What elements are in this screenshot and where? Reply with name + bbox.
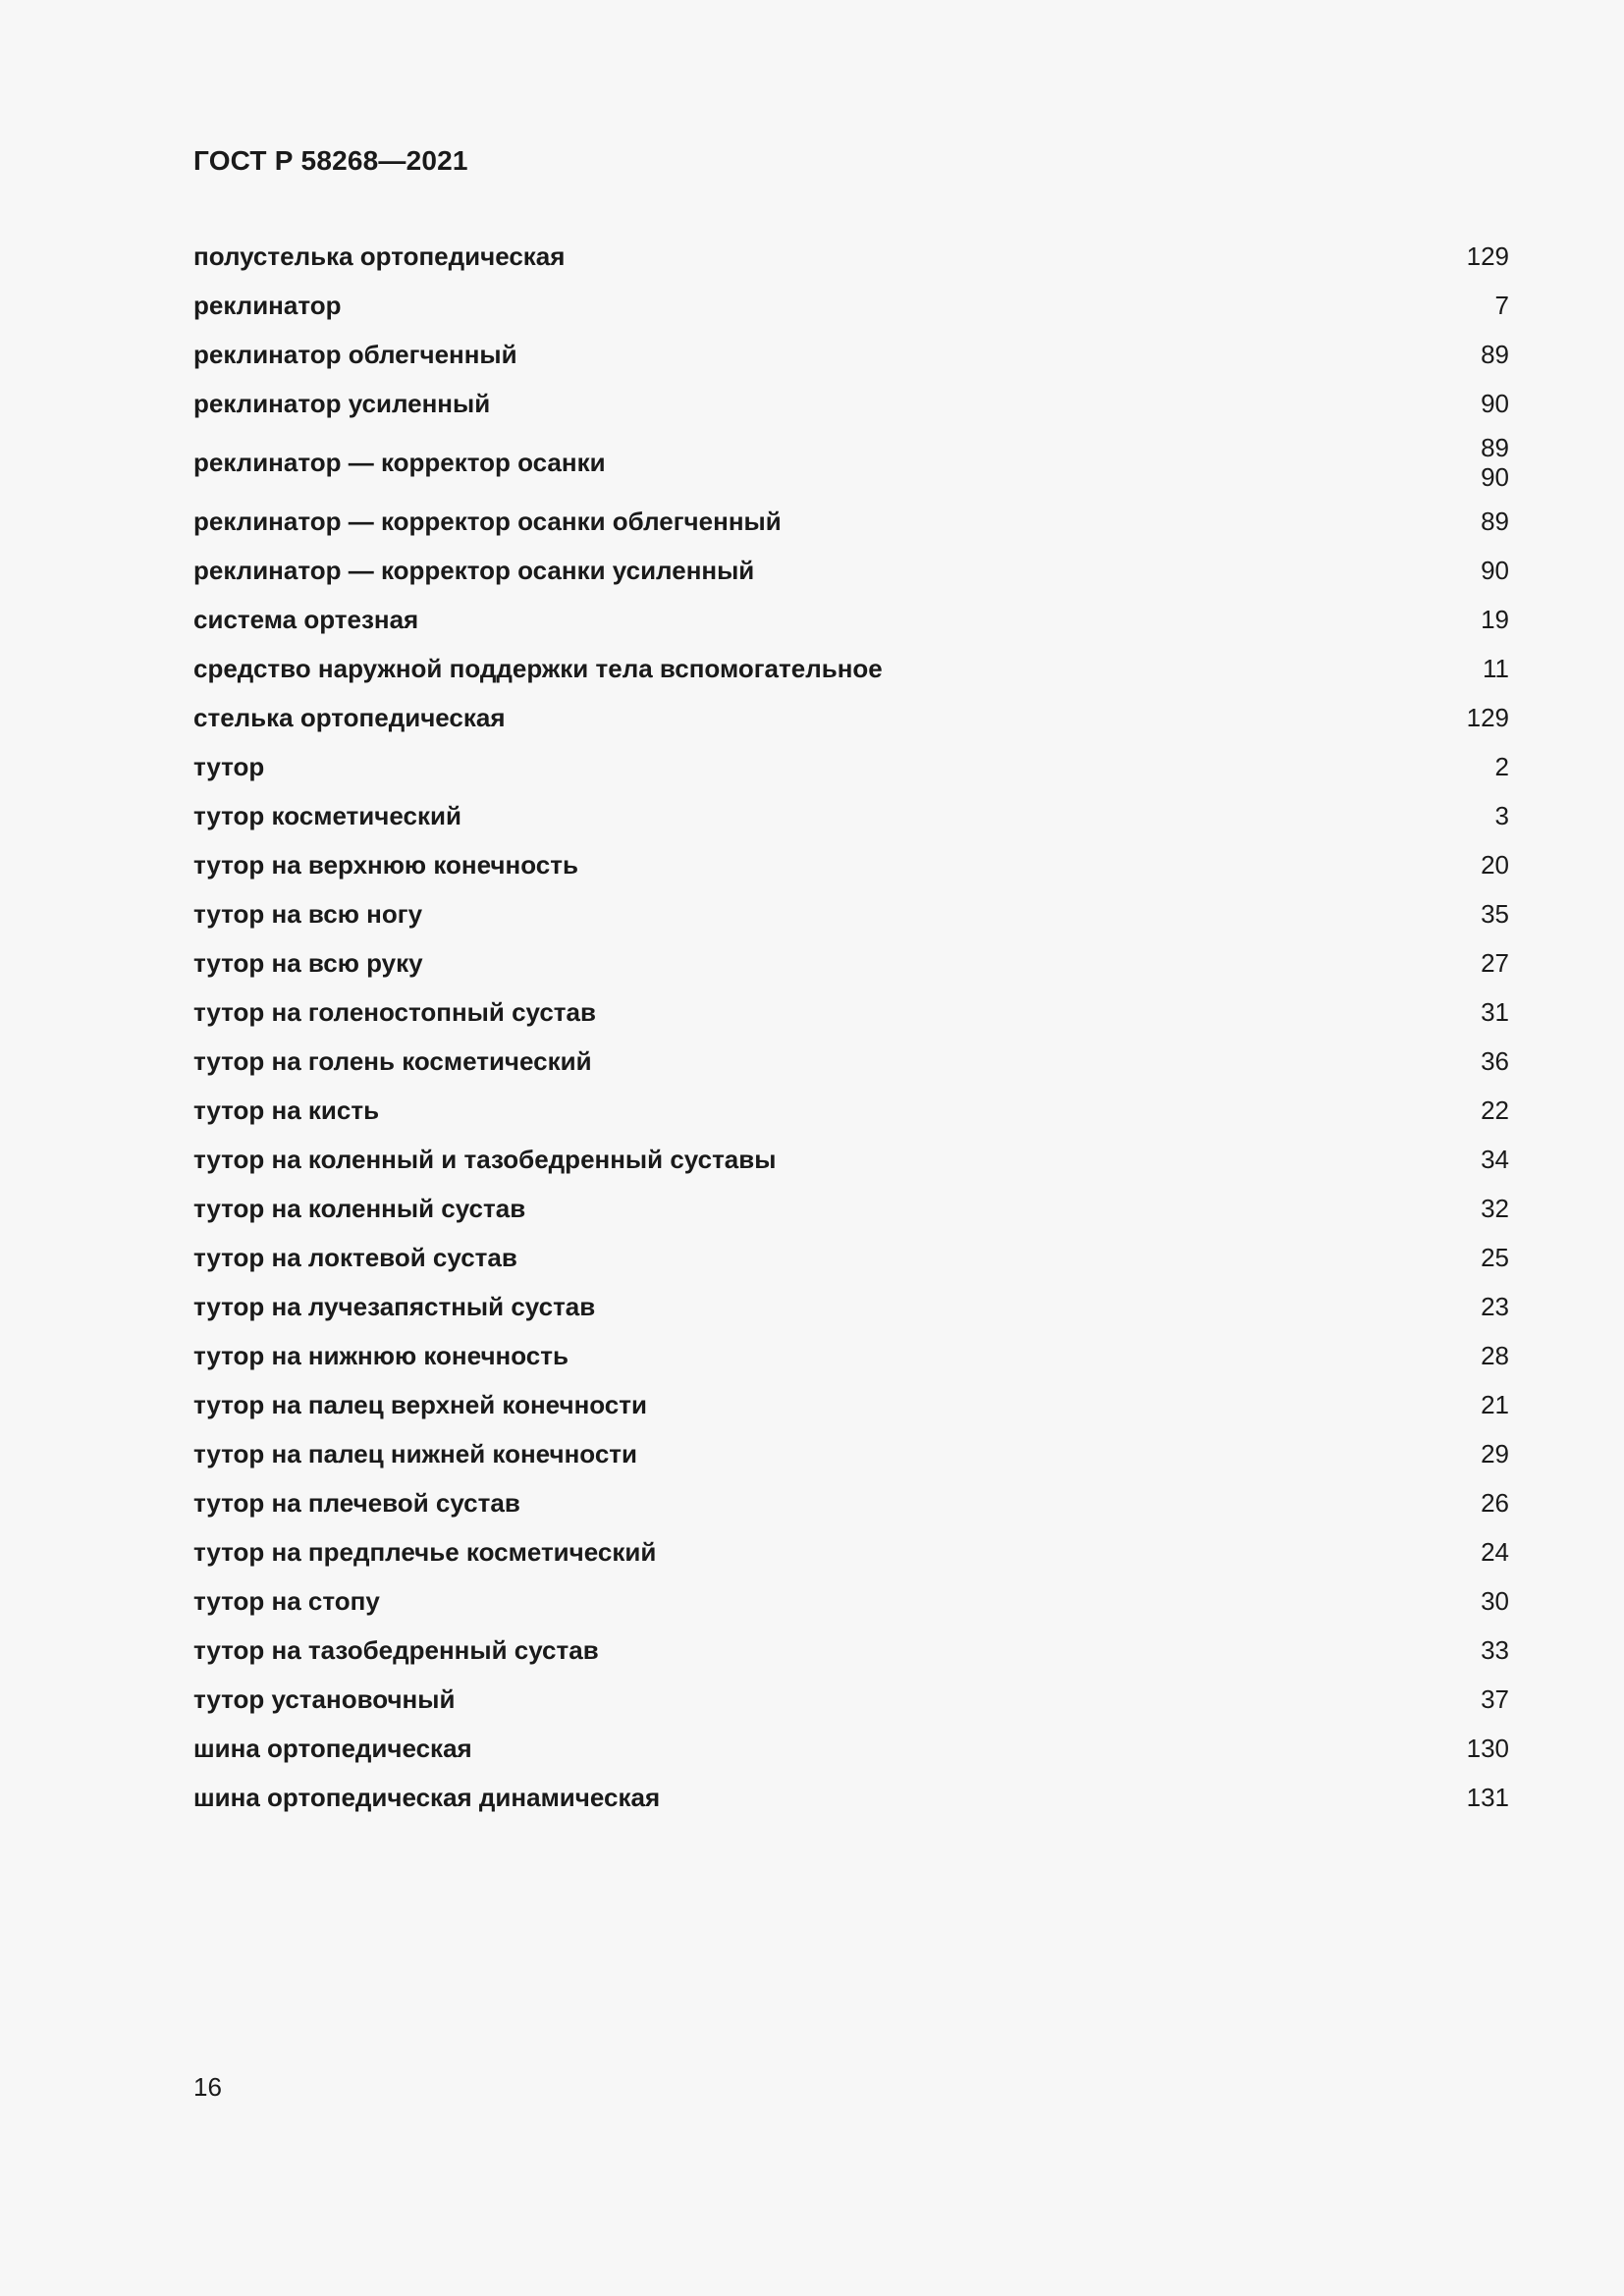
term-number: 129 xyxy=(1466,703,1509,732)
index-entry xyxy=(193,938,1509,988)
index-refs xyxy=(1481,389,1509,418)
index-term: тутор на стопу xyxy=(193,1585,380,1616)
index-refs xyxy=(1467,703,1509,732)
index-term: реклинатор — корректор осанки xyxy=(193,447,606,477)
index-entry xyxy=(193,791,1509,840)
index-refs xyxy=(1481,1194,1509,1223)
term-number: 32 xyxy=(1481,1194,1509,1223)
index-entry xyxy=(193,1282,1509,1331)
index-term: тутор косметический xyxy=(193,800,461,830)
index-entry xyxy=(193,428,1509,497)
index-entry xyxy=(193,742,1509,791)
index-entry xyxy=(193,693,1509,742)
index-entry xyxy=(193,595,1509,644)
index-entry xyxy=(193,546,1509,595)
term-number: 90 xyxy=(1481,556,1509,585)
term-number: 25 xyxy=(1481,1243,1509,1272)
index-term: тутор установочный xyxy=(193,1683,456,1714)
term-number: 90 xyxy=(1481,462,1509,492)
term-number: 22 xyxy=(1481,1095,1509,1125)
term-number: 89 xyxy=(1481,507,1509,536)
term-number: 29 xyxy=(1481,1439,1509,1468)
index-term: шина ортопедическая xyxy=(193,1733,472,1763)
alphabetical-index xyxy=(193,232,1509,1822)
term-number: 30 xyxy=(1481,1586,1509,1616)
index-term: тутор на палец верхней конечности xyxy=(193,1389,647,1419)
index-entry xyxy=(193,330,1509,379)
index-refs xyxy=(1495,291,1509,320)
term-number: 28 xyxy=(1481,1341,1509,1370)
term-number: 36 xyxy=(1481,1046,1509,1076)
term-number: 24 xyxy=(1481,1537,1509,1567)
index-term: тутор на локтевой сустав xyxy=(193,1242,517,1272)
term-number: 7 xyxy=(1494,291,1509,320)
index-entry xyxy=(193,497,1509,546)
index-refs xyxy=(1481,1439,1509,1468)
index-entry xyxy=(193,1429,1509,1478)
index-refs xyxy=(1481,997,1509,1027)
term-number: 31 xyxy=(1481,997,1509,1027)
index-entry xyxy=(193,379,1509,428)
index-term: стелька ортопедическая xyxy=(193,702,506,732)
index-entry xyxy=(193,1233,1509,1282)
index-refs xyxy=(1481,1537,1509,1567)
index-refs xyxy=(1481,1488,1509,1518)
index-entry xyxy=(193,1675,1509,1724)
index-refs xyxy=(1481,1635,1509,1665)
index-refs xyxy=(1481,1341,1509,1370)
term-number: 3 xyxy=(1494,801,1509,830)
index-entry xyxy=(193,232,1509,281)
index-refs xyxy=(1467,241,1509,271)
index-term: тутор на предплечье косметический xyxy=(193,1536,657,1567)
page-number: 16 xyxy=(193,2072,222,2102)
index-refs xyxy=(1481,556,1509,585)
index-term: реклинатор усиленный xyxy=(193,388,491,418)
index-term: средство наружной поддержки тела вспомогательное xyxy=(193,653,883,683)
index-refs xyxy=(1481,433,1509,492)
term-number: 11 xyxy=(1483,654,1509,683)
index-entry xyxy=(193,1037,1509,1086)
index-refs xyxy=(1481,340,1509,369)
index-refs xyxy=(1467,1734,1509,1763)
index-refs xyxy=(1481,605,1509,634)
index-entry xyxy=(193,988,1509,1037)
index-entry xyxy=(193,1135,1509,1184)
index-term: реклинатор — корректор осанки облегченный xyxy=(193,506,782,536)
index-term: тутор на верхнюю конечность xyxy=(193,849,578,880)
index-term: тутор на нижнюю конечность xyxy=(193,1340,568,1370)
index-refs xyxy=(1495,752,1509,781)
index-entry xyxy=(193,1724,1509,1773)
term-number: 129 xyxy=(1466,241,1509,271)
term-number: 26 xyxy=(1481,1488,1509,1518)
index-entry xyxy=(193,1380,1509,1429)
term-number: 89 xyxy=(1481,340,1509,369)
index-entry xyxy=(193,1086,1509,1135)
term-number: 19 xyxy=(1481,605,1509,634)
index-term: реклинатор — корректор осанки усиленный xyxy=(193,555,755,585)
index-refs xyxy=(1495,801,1509,830)
index-refs xyxy=(1481,1145,1509,1174)
term-number: 2 xyxy=(1494,752,1509,781)
index-refs xyxy=(1483,654,1509,683)
term-number: 90 xyxy=(1481,389,1509,418)
index-term: тутор на всю руку xyxy=(193,947,423,978)
index-entry xyxy=(193,1184,1509,1233)
index-entry xyxy=(193,644,1509,693)
index-term: тутор на коленный и тазобедренный суставы xyxy=(193,1144,777,1174)
index-refs xyxy=(1481,899,1509,929)
index-term: реклинатор xyxy=(193,290,342,320)
index-refs xyxy=(1481,1095,1509,1125)
term-number: 34 xyxy=(1481,1145,1509,1174)
index-entry xyxy=(193,1773,1509,1822)
term-number: 23 xyxy=(1481,1292,1509,1321)
index-term: тутор на всю ногу xyxy=(193,898,423,929)
term-number: 131 xyxy=(1466,1783,1509,1812)
index-term: тутор на лучезапястный сустав xyxy=(193,1291,596,1321)
term-number: 89 xyxy=(1481,433,1509,462)
term-number: 21 xyxy=(1481,1390,1509,1419)
index-term: тутор на кисть xyxy=(193,1095,380,1125)
index-entry xyxy=(193,1331,1509,1380)
index-refs xyxy=(1481,507,1509,536)
index-refs xyxy=(1481,850,1509,880)
index-entry xyxy=(193,1626,1509,1675)
index-refs xyxy=(1481,1390,1509,1419)
index-entry xyxy=(193,889,1509,938)
term-number: 37 xyxy=(1481,1684,1509,1714)
index-term: тутор на плечевой сустав xyxy=(193,1487,520,1518)
index-term: реклинатор облегченный xyxy=(193,339,517,369)
index-entry xyxy=(193,1576,1509,1626)
term-number: 35 xyxy=(1481,899,1509,929)
index-term: полустелька ортопедическая xyxy=(193,240,566,271)
term-number: 27 xyxy=(1481,948,1509,978)
index-refs xyxy=(1481,1243,1509,1272)
index-term: шина ортопедическая динамическая xyxy=(193,1782,661,1812)
index-term: тутор на палец нижней конечности xyxy=(193,1438,638,1468)
index-entry xyxy=(193,1478,1509,1527)
index-term: тутор xyxy=(193,751,265,781)
index-term: тутор на коленный сустав xyxy=(193,1193,526,1223)
index-refs xyxy=(1467,1783,1509,1812)
term-number: 130 xyxy=(1466,1734,1509,1763)
document-title: ГОСТ Р 58268—2021 xyxy=(193,145,468,176)
index-refs xyxy=(1481,1684,1509,1714)
index-entry xyxy=(193,840,1509,889)
index-refs xyxy=(1481,1292,1509,1321)
index-entry xyxy=(193,281,1509,330)
index-term: тутор на тазобедренный сустав xyxy=(193,1634,599,1665)
index-refs xyxy=(1481,1586,1509,1616)
index-term: тутор на голеностопный сустав xyxy=(193,996,596,1027)
index-entry xyxy=(193,1527,1509,1576)
term-number: 20 xyxy=(1481,850,1509,880)
index-refs xyxy=(1481,1046,1509,1076)
index-term: тутор на голень косметический xyxy=(193,1045,592,1076)
term-number: 33 xyxy=(1481,1635,1509,1665)
index-term: система ортезная xyxy=(193,604,419,634)
index-refs xyxy=(1481,948,1509,978)
